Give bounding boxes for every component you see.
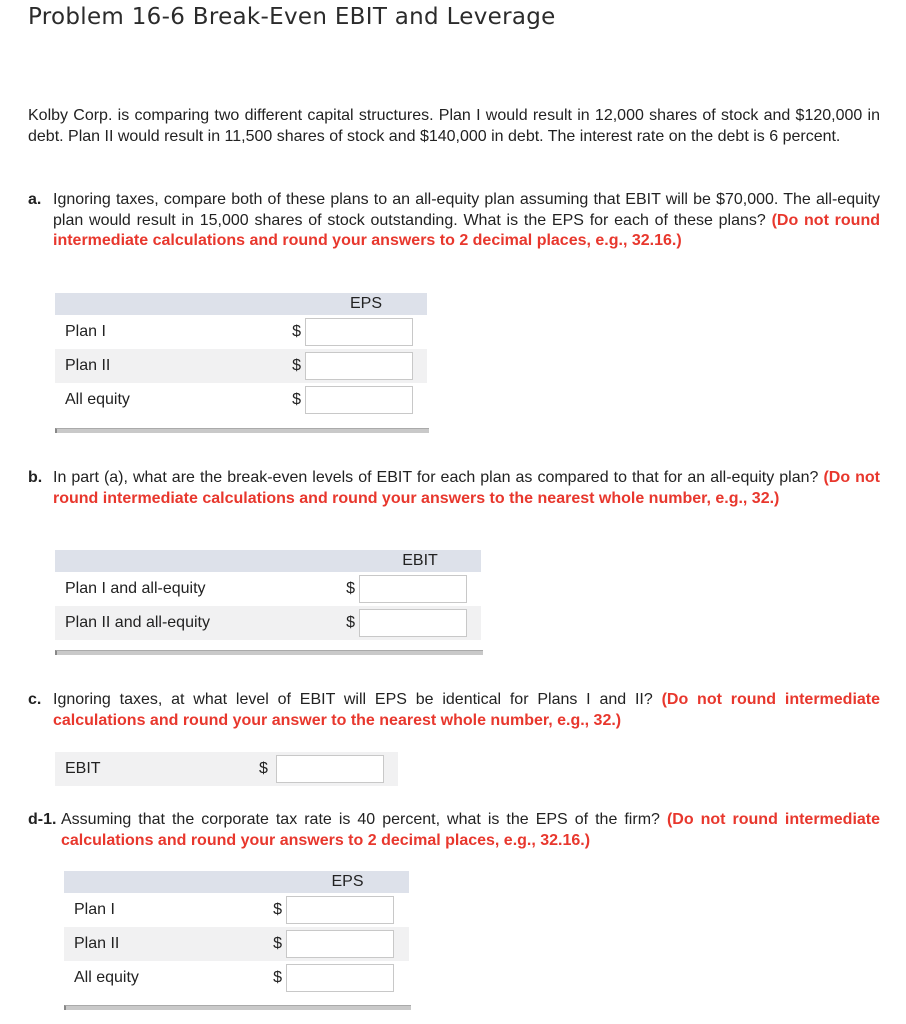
question-d1-text: Assuming that the corporate tax rate is 40 percent, what is the EPS of the firm? xyxy=(61,811,660,828)
question-b xyxy=(28,468,880,509)
question-c-instruction: (Do not round intermediate calculations and round your answer to the nearest whole number, e.g., 32.) xyxy=(53,691,881,729)
currency-symbol: $ xyxy=(273,969,282,986)
eps-header-d1: EPS xyxy=(286,871,409,893)
currency-symbol: $ xyxy=(292,391,301,408)
currency-symbol: $ xyxy=(329,606,359,640)
table-row xyxy=(64,927,409,961)
row-label: Plan I and all-equity xyxy=(65,580,206,597)
question-b-label: b. xyxy=(28,469,43,486)
ebit-header-b: EBIT xyxy=(359,550,481,572)
row-label: Plan II xyxy=(64,927,256,961)
row-label: Plan II xyxy=(55,349,275,383)
eps-plan-2-input[interactable] xyxy=(305,352,413,380)
table-row xyxy=(64,961,409,995)
question-a-instruction: (Do not round intermediate calculations and round your answers to 2 decimal places, e.g., 32.16.) xyxy=(53,211,880,249)
table-row xyxy=(64,893,409,927)
eps-table-d1 xyxy=(64,871,409,995)
ebit-identical-input[interactable] xyxy=(276,755,384,783)
after-tax-eps-plan-2-input[interactable] xyxy=(286,930,394,958)
table-row xyxy=(55,383,427,417)
question-c-text: Ignoring taxes, at what level of EBIT will EPS be identical for Plans I and II? xyxy=(53,691,653,708)
question-a-text: Ignoring taxes, compare both of these plans to an all-equity plan assuming that EBIT will be $70,000. The all-equity plan would result in 15,000 shares of stock outstanding. What is the EPS for each of these plans? xyxy=(53,191,880,229)
currency-symbol: $ xyxy=(259,760,268,777)
currency-symbol: $ xyxy=(275,349,305,383)
question-d1-label: d-1. xyxy=(28,811,57,828)
ebit-table-b xyxy=(55,550,481,640)
horizontal-scrollbar[interactable] xyxy=(55,428,429,433)
table-row xyxy=(55,349,427,383)
row-label: Plan I xyxy=(65,323,106,340)
row-label: All equity xyxy=(65,391,130,408)
problem-intro: Kolby Corp. is comparing two different capital structures. Plan I would result in 12,000 shares of stock and $120,000 in debt. Plan II would result in 11,500 shares of stock and $140,000 in debt. The interest rate on the debt is 6 percent. xyxy=(28,107,880,145)
page-title: Problem 16-6 Break-Even EBIT and Leverage xyxy=(28,4,556,30)
after-tax-eps-all-equity-input[interactable] xyxy=(286,964,394,992)
question-c xyxy=(28,690,880,731)
currency-symbol: $ xyxy=(346,580,355,597)
row-label: Plan II and all-equity xyxy=(55,606,329,640)
row-label: EBIT xyxy=(65,760,101,777)
question-d1 xyxy=(28,810,880,851)
currency-symbol: $ xyxy=(292,323,301,340)
question-a xyxy=(28,190,880,252)
currency-symbol: $ xyxy=(256,927,286,961)
horizontal-scrollbar[interactable] xyxy=(55,650,483,655)
break-even-plan-1-input[interactable] xyxy=(359,575,467,603)
currency-symbol: $ xyxy=(273,901,282,918)
eps-header-a: EPS xyxy=(305,293,427,315)
row-label: All equity xyxy=(74,969,139,986)
question-b-text: In part (a), what are the break-even levels of EBIT for each plan as compared to that for an all-equity plan? xyxy=(53,469,819,486)
after-tax-eps-plan-1-input[interactable] xyxy=(286,896,394,924)
horizontal-scrollbar[interactable] xyxy=(64,1005,411,1010)
question-c-label: c. xyxy=(28,691,42,708)
ebit-answer-row xyxy=(55,752,398,786)
table-row xyxy=(55,315,427,349)
eps-all-equity-input[interactable] xyxy=(305,386,413,414)
table-row xyxy=(55,572,481,606)
question-b-instruction: (Do not round intermediate calculations and round your answers to the nearest whole number, e.g., 32.) xyxy=(53,469,880,507)
eps-plan-1-input[interactable] xyxy=(305,318,413,346)
row-label: Plan I xyxy=(74,901,115,918)
break-even-plan-2-input[interactable] xyxy=(359,609,467,637)
question-a-label: a. xyxy=(28,191,42,208)
table-row xyxy=(55,606,481,640)
eps-table-a xyxy=(55,293,427,417)
question-d1-instruction: (Do not round intermediate calculations and round your answers to 2 decimal places, e.g., 32.16.) xyxy=(61,811,881,849)
